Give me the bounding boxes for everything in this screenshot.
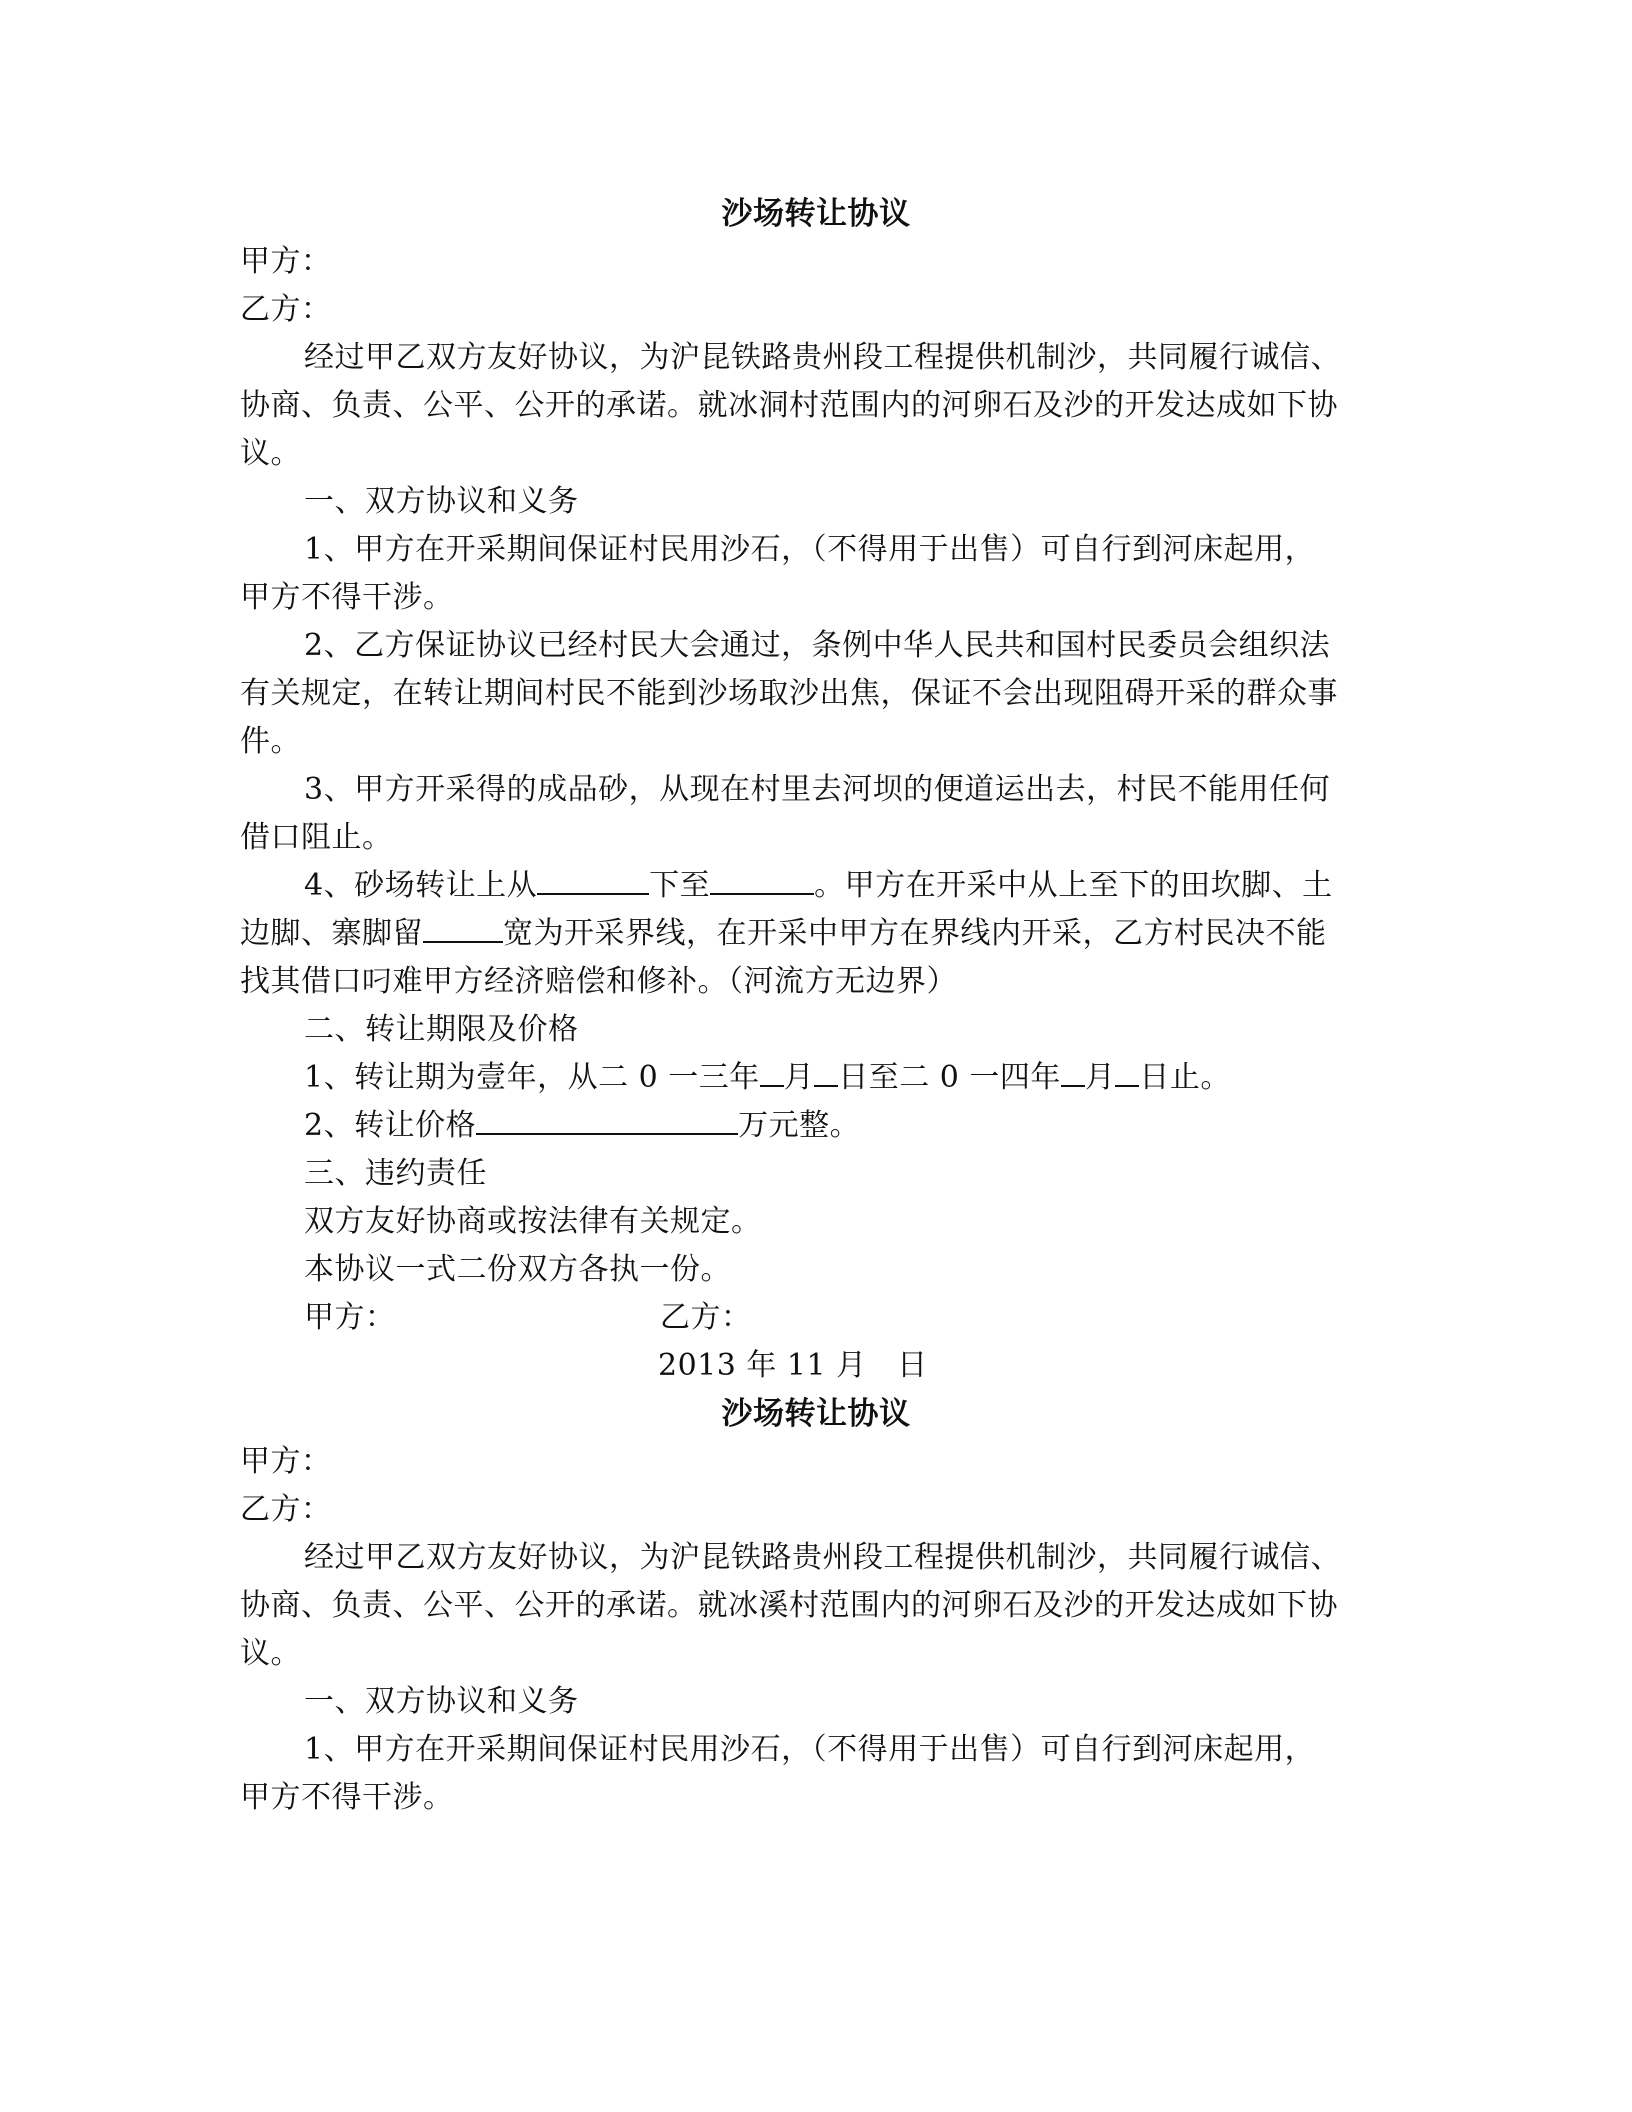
boundary-width-blank	[423, 915, 503, 943]
end-month-blank	[1061, 1059, 1085, 1087]
doc1-item3-line-1: 3、甲方开采得的成品砂，从现在村里去河坝的便道运出去，村民不能用任何	[304, 772, 1331, 807]
item4-text-d: 边脚、寨脚留	[240, 916, 423, 951]
upper-boundary-blank	[537, 867, 649, 895]
term-text-d: 月	[1084, 1060, 1116, 1095]
doc1-sign-b: 乙方：	[660, 1300, 752, 1335]
doc1-intro-line-2: 协商、负责、公平、公开的承诺。就冰洞村范围内的河卵石及沙的开发达成如下协	[240, 388, 1338, 423]
doc1-section2-heading: 二、转让期限及价格	[304, 1012, 579, 1047]
doc1-item1-line-1: 1、甲方在开采期间保证村民用沙石，（不得用于出售）可自行到河床起用，	[304, 532, 1316, 567]
lower-boundary-blank	[710, 867, 814, 895]
term-text-b: 月	[783, 1060, 815, 1095]
doc1-intro-line-1: 经过甲乙双方友好协议，为沪昆铁路贵州段工程提供机制沙，共同履行诚信、	[304, 340, 1341, 375]
price-text-b: 万元整。	[738, 1108, 861, 1143]
doc1-party-b: 乙方：	[240, 292, 332, 327]
doc1-date: 2013 年 11 月 日	[658, 1348, 928, 1383]
item4-text-e: 宽为开采界线，在开采中甲方在界线内开采，乙方村民决不能	[503, 916, 1327, 951]
doc1-section3-heading: 三、违约责任	[304, 1156, 487, 1191]
doc2-item1-line-1: 1、甲方在开采期间保证村民用沙石，（不得用于出售）可自行到河床起用，	[304, 1732, 1316, 1767]
term-text-c: 日至二 0 一四年	[838, 1060, 1061, 1095]
doc2-item1-line-2: 甲方不得干涉。	[240, 1780, 454, 1815]
doc2-section1-heading: 一、双方协议和义务	[304, 1684, 579, 1719]
doc1-sign-a: 甲方：	[304, 1300, 396, 1335]
doc1-term-line	[304, 1058, 1454, 1098]
item4-text-b: 下至	[649, 868, 711, 903]
doc1-intro-line-3: 议。	[240, 436, 301, 471]
end-day-blank	[1115, 1059, 1139, 1087]
doc2-title: 沙场转让协议	[721, 1396, 911, 1432]
price-text-a: 2、转让价格	[304, 1108, 477, 1143]
item4-text-a: 4、砂场转让上从	[304, 868, 538, 903]
doc2-intro-line-1: 经过甲乙双方友好协议，为沪昆铁路贵州段工程提供机制沙，共同履行诚信、	[304, 1540, 1341, 1575]
doc1-section1-heading: 一、双方协议和义务	[304, 484, 579, 519]
doc1-item1-line-2: 甲方不得干涉。	[240, 580, 454, 615]
doc2-intro-line-2: 协商、负责、公平、公开的承诺。就冰溪村范围内的河卵石及沙的开发达成如下协	[240, 1588, 1338, 1623]
doc1-title: 沙场转让协议	[721, 196, 911, 232]
doc2-party-a: 甲方：	[240, 1444, 332, 1479]
doc1-item4-line-1	[304, 866, 1454, 906]
doc1-party-a: 甲方：	[240, 244, 332, 279]
term-text-e: 日止。	[1139, 1060, 1231, 1095]
item4-text-c: 。甲方在开采中从上至下的田坎脚、土	[814, 868, 1333, 903]
start-month-blank	[760, 1059, 784, 1087]
term-text-a: 1、转让期为壹年，从二 0 一三年	[304, 1060, 760, 1095]
doc1-price-line	[304, 1106, 1454, 1146]
doc2-party-b: 乙方：	[240, 1492, 332, 1527]
doc1-item2-line-1: 2、乙方保证协议已经村民大会通过，条例中华人民共和国村民委员会组织法	[304, 628, 1331, 663]
doc1-item2-line-3: 件。	[240, 724, 301, 759]
doc1-item4-line-2	[240, 914, 1390, 954]
price-blank	[476, 1107, 738, 1135]
doc2-intro-line-3: 议。	[240, 1636, 301, 1671]
doc1-item4-line-3: 找其借口叼难甲方经济赔偿和修补。（河流方无边界）	[240, 964, 957, 999]
doc1-item3-line-2: 借口阻止。	[240, 820, 393, 855]
start-day-blank	[814, 1059, 838, 1087]
doc1-copies: 本协议一式二份双方各执一份。	[304, 1252, 731, 1287]
doc1-item2-line-2: 有关规定，在转让期间村民不能到沙场取沙出焦，保证不会出现阻碍开采的群众事	[240, 676, 1338, 711]
doc1-liability: 双方友好协商或按法律有关规定。	[304, 1204, 762, 1239]
